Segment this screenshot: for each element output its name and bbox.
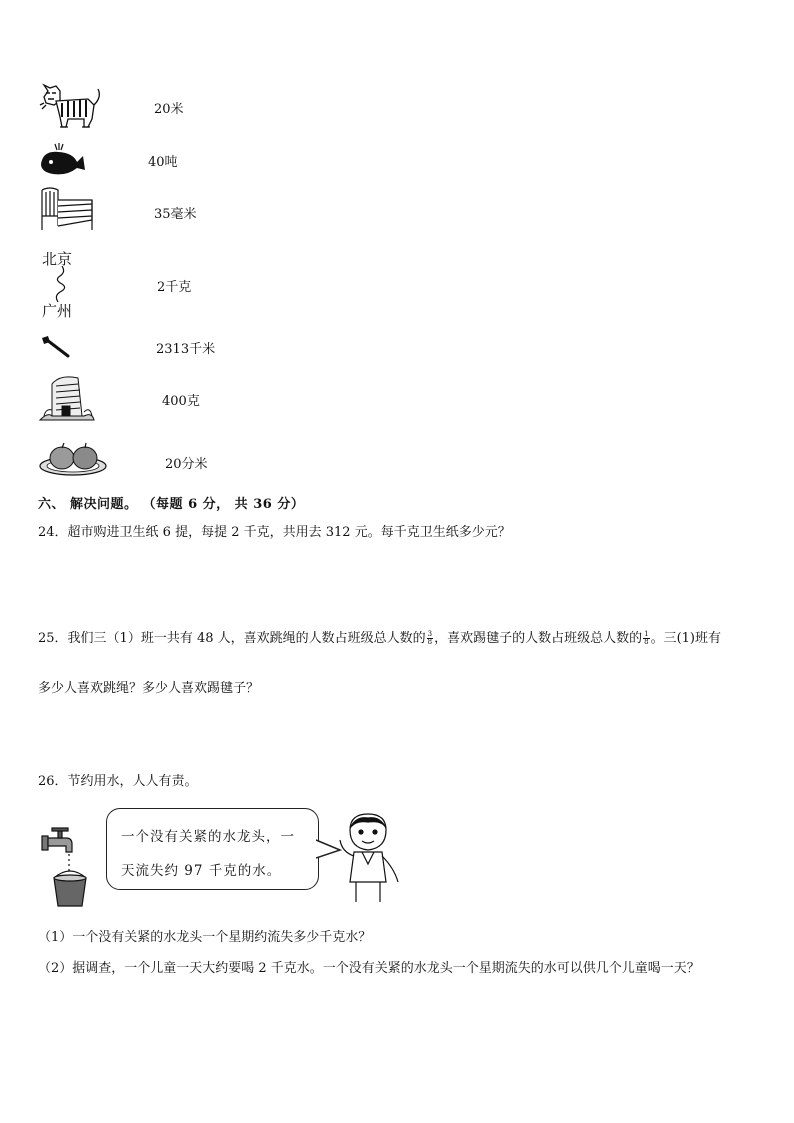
fraction-jump-rope: $\frac{3}{8}$ <box>427 630 433 646</box>
bubble-line-1: 一个没有关紧的水龙头，一 <box>121 829 295 845</box>
map-label-beijing: 北京 <box>42 250 73 268</box>
unit-label-2: 40吨 <box>148 155 178 170</box>
bed-icon <box>38 186 96 234</box>
faucet-bucket-icon <box>40 826 96 908</box>
tiger-icon <box>38 83 104 133</box>
question-26-title: 26．节约用水，人人有责。 <box>38 774 198 789</box>
question-25-line-1 <box>38 627 721 646</box>
q25-text-part-3: 。三(1)班有 <box>650 631 721 646</box>
building-icon <box>38 372 96 424</box>
section-title: 六、 解决问题。 （每题 6 分， 共 36 分） <box>38 497 305 512</box>
question-26-sub-1: （1）一个没有关紧的水龙头一个星期约流失多少千克水？ <box>38 930 372 945</box>
bubble-line-2: 天流失约 97 千克的水。 <box>121 863 282 879</box>
question-24: 24．超市购进卫生纸 6 提，每提 2 千克，共用去 312 元。每千克卫生纸多少元？ <box>38 525 511 540</box>
speech-bubble <box>106 808 319 890</box>
unit-label-7: 20分米 <box>165 457 208 472</box>
q25-text-part-2: ，喜欢踢毽子的人数占班级总人数的 <box>434 631 643 646</box>
unit-label-5: 2313千米 <box>156 342 216 357</box>
boy-illustration-icon <box>336 812 406 904</box>
map-route-icon <box>42 248 82 320</box>
unit-label-6: 400克 <box>162 394 200 409</box>
fraction-shuttlecock: $\frac{1}{8}$ <box>644 630 649 646</box>
unit-label-3: 35毫米 <box>154 207 197 222</box>
whale-icon <box>37 140 87 180</box>
apples-on-plate-icon <box>38 440 108 478</box>
unit-label-4: 2千克 <box>157 280 192 295</box>
unit-label-1: 20米 <box>154 102 184 117</box>
map-label-guangzhou: 广州 <box>42 302 73 320</box>
question-25-line-2: 多少人喜欢跳绳？多少人喜欢踢毽子？ <box>38 681 260 696</box>
q25-text-part-1: 25．我们三（1）班一共有 48 人，喜欢跳绳的人数占班级总人数的 <box>38 631 426 646</box>
nail-icon <box>38 334 72 360</box>
question-26-sub-2: （2）据调查，一个儿童一天大约要喝 2 千克水。一个没有关紧的水龙头一个星期流失的水可以供几个儿童喝一天？ <box>38 961 700 976</box>
